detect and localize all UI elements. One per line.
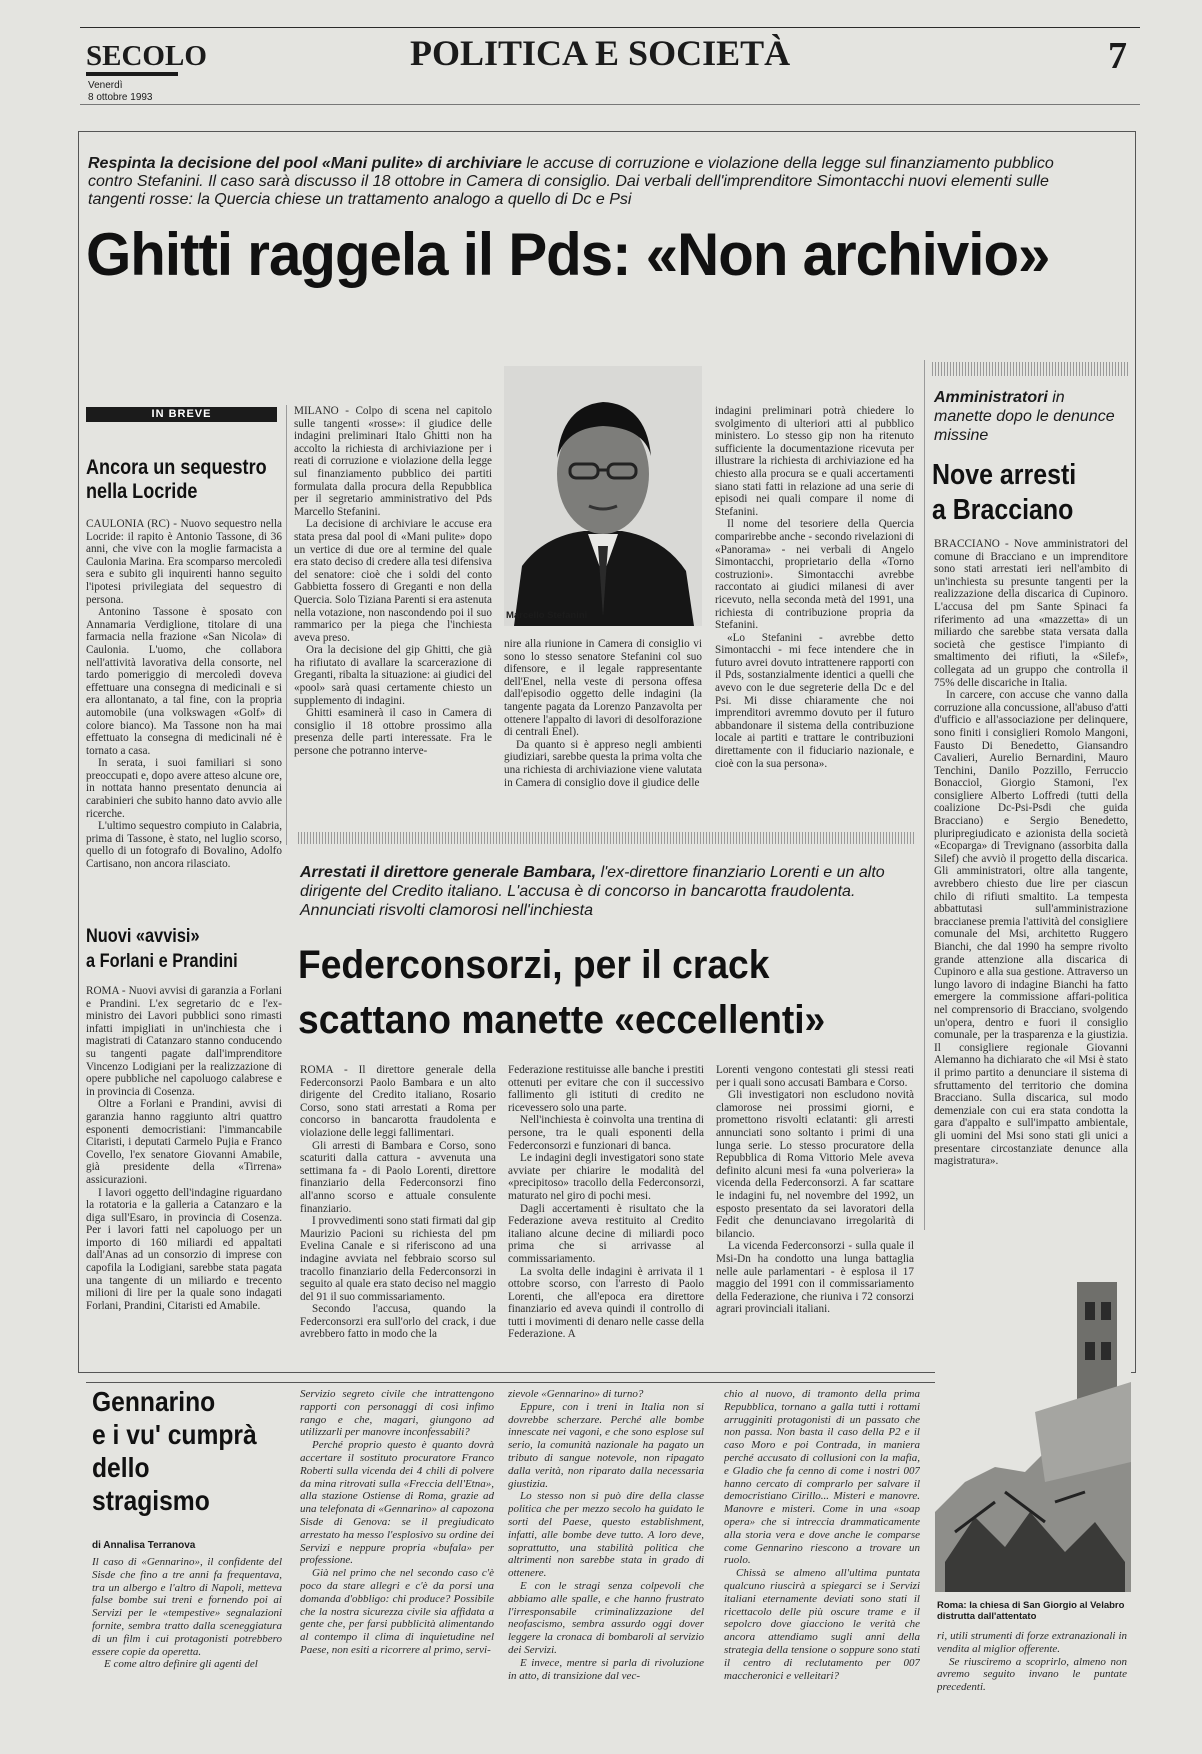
federconsorzi-headline-line2: scattano manette «eccellenti» [298, 998, 826, 1042]
gennarino-column-2 [300, 1388, 494, 1746]
church-photo-caption: Roma: la chiesa di San Giorgio al Velabro distrutta dall'attentato [937, 1600, 1125, 1622]
paragraph: Nell'inchiesta è coinvolta una trentina di persone, tra le quali esponenti della Federconsorzi e funzionari di banca. [508, 1114, 704, 1152]
in-breve-item1-title [86, 456, 267, 504]
federconsorzi-headline-line1: Federconsorzi, per il crack [298, 943, 770, 987]
in-breve-item2-text [86, 985, 282, 1361]
in-breve-item1-title-line2: nella Locride [86, 480, 198, 503]
gennarino-title-line4: stragismo [92, 1485, 210, 1516]
gennarino-column-4 [724, 1388, 920, 1746]
paragraph: Gli investigatori non escludono novità clamorose nei prossimi giorni, e promettono risvolti eclatanti: gli arresti annunciati sono soltanto i primi di una lunga serie. Lo stesso procuratore della Repubblica di Roma Vittorio Mele aveva definito alcuni mesi fa «una polveriera» la vicenda della Federconsorzi. A far scattare le indagini fu, nel novembre del 1992, un esposto presentato da sei lavoratori della Fedit che denunciavano irregolarità di bilancio. [716, 1089, 914, 1240]
masthead-logo: SECOLO [86, 40, 207, 72]
federconsorzi-headline [298, 938, 825, 1048]
lead-deck [88, 155, 1078, 209]
page-number: 7 [1108, 35, 1127, 77]
column-rule [924, 360, 925, 1230]
top-rule [80, 27, 1140, 28]
paragraph: Lorenti vengono contestati gli stessi reati per i quali sono accusati Bambara e Corso. [716, 1064, 914, 1089]
paragraph: E con le stragi senza colpevoli che abbiamo alle spalle, e che hanno frustrato l'irresponsabile criminalizzazione del neofascismo, sembra assurdo oggi dover leggere la cronaca di bombaroli al servizio dei Servizi. [508, 1579, 704, 1656]
paragraph: E invece, mentre si parla di rivoluzione in atto, di transizione dal vec- [508, 1656, 704, 1682]
federconsorzi-column-2 [508, 1064, 704, 1374]
paragraph: Oltre a Forlani e Prandini, avvisi di garanzia hanno raggiunto altri quattro esponenti democristiani: l'immancabile Citaristi, i deputati Carmelo Pujia e Franco Covello, l'ex senatore Giovanni Amabile, già presidente della «Tirrena» assicurazioni. [86, 1098, 282, 1186]
logo-underline [86, 72, 178, 76]
paragraph: Se riusciremo a scoprirlo, almeno non avremo seguito invano le puntate precedenti. [937, 1655, 1127, 1694]
paragraph: Chissà se almeno all'ultima puntata qualcuno riuscirà a spiegarci se i Servizi italiani eternamente deviati sono stati il ricettacolo delle più oscure trame e il sepolcro dove giacciono le verità che ancora attendiamo sugli anni della strategia della tensione o soppure sono stati il centro di reclutamento per 007 maccheronici e velleitari? [724, 1567, 920, 1682]
bracciano-text [934, 538, 1128, 1236]
section-title: POLITICA E SOCIETÀ [410, 33, 791, 73]
paragraph: Da quanto si è appreso negli ambienti giudiziari, sarebbe questa la prima volta che una richiesta di archiviazione viene valutata in Camera di consiglio dove il giudice delle [504, 738, 702, 789]
in-breve-item1-title-line1: Ancora un sequestro [86, 456, 267, 479]
federconsorzi-column-1 [300, 1064, 496, 1374]
in-breve-tag: IN BREVE [86, 407, 277, 422]
lead-column-3 [715, 405, 914, 845]
paragraph: Il nome del tesoriere della Quercia comparirebbe anche - secondo rivelazioni di «Panorama» - nei verbali di Angelo Simontacchi, proprietario della «Torno costruzioni». Simontacchi avrebbe raccontato ai giudici milanesi di aver ricevuto, nella seconda metà del 1991, una richiesta di contribuzione propria da Stefanini. [715, 518, 914, 632]
bracciano-hatch-bar [932, 362, 1128, 376]
paragraph: L'ultimo sequestro compiuto in Calabria, prima di Tassone, è stato, nel luglio scorso, quello di un fotografo di Bovalino, Adolfo Cartisano, non ancora rilasciato. [86, 820, 282, 871]
portrait-image [504, 366, 702, 626]
paragraph: Ghitti esaminerà il caso in Camera di consiglio il 18 ottobre prossimo alla presenza delle parti interessate. Fra le persone che potranno interve- [294, 707, 492, 758]
federconsorzi-deck-text: l'ex-direttore finanziario Lorenti e un alto dirigente del Credito italiano. L'accusa è di concorso in bancarotta fraudolenta. Annunciati risvolti clamorosi nell'inchiesta [300, 864, 885, 919]
bracciano-headline-line1: Nove arresti [932, 459, 1077, 491]
gennarino-title-line3: dello [92, 1452, 150, 1483]
gennarino-byline: di Annalisa Terranova [92, 1540, 196, 1551]
lead-deck-text: le accuse di corruzione e violazione della legge sul finanziamento pubblico contro Stefanini. Il caso sarà discusso il 18 ottobre in Camera di consiglio. Dai verbali dell'imprenditore Simontacchi nuovi elementi sulle tangenti rosse: la Quercia chiese un trattamento analogo a quello di Dc e Psi [88, 155, 1054, 208]
paragraph: La svolta delle indagini è arrivata il 1 ottobre scorso, con l'arresto di Paolo Lorenti, che all'epoca era direttore finanziario ed aveva quindi il controllo di tutti i movimenti di denaro nelle casse della Federazione. A [508, 1265, 704, 1341]
gennarino-column-5 [937, 1630, 1127, 1748]
paragraph: I provvedimenti sono stati firmati dal gip Maurizio Pacioni su richiesta del pm Evelina Canale e si riferiscono ad una indagine avviata nel febbraio scorso sul tracollo finanziario della Federconsorzi in seguito al quale era stato deciso nel maggio del 91 il suo commissariamento. [300, 1215, 496, 1303]
in-breve-item1-text [86, 518, 282, 942]
paragraph: MILANO - Colpo di scena nel capitolo sulle tangenti «rosse»: il giudice delle indagini preliminari Italo Ghitti non ha accolto la richiesta di archiviazione per i reati di corruzione e violazione della legge sul finanziamento pubblico dei partiti formulata dalla procura della Repubblica per il segretario amministrativo del Pds Marcello Stefanini. [294, 405, 492, 518]
gennarino-column-3 [508, 1388, 704, 1746]
paragraph: Lo stesso non si può dire della classe politica che per mezzo secolo ha guidato le sorti del Paese, questo establishment, infatti, alle bombe deve tutto. A loro deve, soprattutto, una stabilità politica che altrimenti non sarebbe stata in grado di ottenere. [508, 1490, 704, 1580]
in-breve-item2-title [86, 924, 238, 974]
paragraph: BRACCIANO - Nove amministratori del comune di Bracciano e un imprenditore sono stati arrestati ieri nell'ambito di un'inchiesta su presunte tangenti per la realizzazione della discarica di Cupinoro. L'accusa del pm Sante Spinaci fa riferimento ad una «mazzetta» di un miliardo che sarebbe stata versata dalla società che gestisce l'impianto di smaltimento dei rifiuti, la «Silef», collegata ad un gruppo che controlla il 75% delle discariche in Italia. [934, 538, 1128, 689]
paragraph: indagini preliminari potrà chiedere lo svolgimento di ulteriori atti al pubblico ministero. Lo stesso gip non ha ritenuto sufficiente la documentazione ricevuta per illustrare la richiesta di archiviazione ed ha chiesto alla procura se e quali accertamenti siano stati fatti in relazione ad una serie di episodi nei quali compare il nome di Stefanini. [715, 405, 914, 518]
paragraph: In carcere, con accuse che vanno dalla corruzione alla concussione, all'abuso d'atti d'ufficio e all'associazione per delinquere, sono finiti i consiglieri Romolo Mangoni, Fausto Di Benedetto, Giansandro Cavalieri, Aurelio Bernardini, Mauro Tenchini, Danilo Pozzillo, Ferruccio Bonacciol, Giorgio Stamoni, l'ex consigliere Alberto Loffredi (tutti della coalizione Dc-Psi-Psdi che guida Bracciano) e Sergio Benedetto, pluripregiudicato e azionista della società «Ecoparga» di Trevignano (assorbita dalla Silef) che avviò il progetto della discarica. Gli amministratori, oltre alla tangente, avrebbero chiesto due lire per ciascun chilo di rifiuti smaltito. La tempesta abbattutasi sull'amministrazione braccianese premia l'attività del consigliere comunale del Msi, architetto Ruggero Bianchi, che dal 1990 ha sempre rivolto grande attenzione alla discarica di Cupinoro e alla sua gestione. Attraverso un lungo lavoro di indagine Bianchi ha fatto emergere la commissione affari-politica nel comprensorio di Bracciano, svolgendo un'opera, dentro e fuori il consiglio comunale, per la trasparenza e la giustizia. Il consigliere regionale Giovanni Alemanno ha dichiarato che «il Msi è stato il primo partito a denunciare il sistema di sfruttamento del territorio che domina Bracciano. Sulla discarica, sul modo demenziale con cui era stata condotta la gara d'appalto e sull'impatto ambientale, gli uomini del Msi sono stati gli unici a presentare circostanziate denunce alla magistratura». [934, 689, 1128, 1168]
column-rule [286, 405, 287, 845]
church-photo [935, 1262, 1131, 1592]
masthead-date-text: 8 ottobre 1993 [88, 92, 153, 103]
bracciano-headline [932, 458, 1076, 528]
paragraph: ROMA - Il direttore generale della Federconsorzi Paolo Bambara e un alto dirigente del Credito italiano, Rosario Corso, sono stati arrestati a Roma per concorso in bancarotta fraudolenta e violazione delle leggi fallimentari. [300, 1064, 496, 1139]
paragraph: Servizio segreto civile che intrattengono rapporti con personaggi di così infimo rango e che, magari, giungono ad utilizzarli per manovre inconfessabili? [300, 1388, 494, 1439]
paragraph: La vicenda Federconsorzi - sulla quale il Msi-Dn ha condotto una lunga battaglia nelle aule parlamentari - è esplosa il 17 maggio del 1991 con il commissariamento della Federazione, che riuniva i 72 consorzi agrari provinciali italiani. [716, 1240, 914, 1316]
federconsorzi-column-3 [716, 1064, 914, 1374]
paragraph: chio al nuovo, di tramonto della prima Repubblica, tornano a galla tutti i rottami arrugginiti protagonisti di un passato che non passa. Non basta il caso della P2 e il caso Moro e poi Contrada, in maniera perché accusato di collusioni con la mafia, e Gladio che fa cenno di come i nostri 007 hanno cercato di comprarlo per salvare il democristiano Cirillo... Misteri e manovre. Manovre e misteri. Come in una «soap opera» che si intreccia drammaticamente alla storia vera e dove anche le comparse come Gennarino riescono a trovare un ruolo. [724, 1388, 920, 1567]
paragraph: In serata, i suoi familiari si sono preoccupati e, dopo avere atteso alcune ore, in nottata hanno presentato denuncia ai carabinieri che subito hanno dato avvio alle ricerche. [86, 757, 282, 820]
paragraph: «Lo Stefanini - avrebbe detto Simontacchi - mi fece intendere che in futuro avrei dovuto intrattenere rapporti con il Pds, sostanzialmente identici a quelli che avevo con le due segreterie della Dc e del Psi. Mi disse chiaramente che noi imprenditori avremmo dovuto per il futuro abbandonare il sistema della contribuzione locale ai partiti e trattare le contribuzioni direttamente con il fiduciario nazionale, e cioè con la sua persona». [715, 631, 914, 770]
paragraph: Il caso di «Gennarino», il confidente del Sisde che fino a tre anni fa frequentava, tra un albergo e l'altro di Napoli, metteva false bombe sui treni e fornendo poi ai Servizi per le «tempestive» segnalazioni fornite, sembra tratto dalla sceneggiatura di un film i cui protagonisti potrebbero essere copie da operetta. [92, 1556, 282, 1658]
paragraph: Federazione restituisse alle banche i prestiti ottenuti per evitare che con il successivo fallimento gli istituti di credito ne ricevessero solo una parte. [508, 1064, 704, 1114]
lead-deck-bold: Respinta la decisione del pool «Mani pulite» di archiviare [88, 155, 522, 172]
paragraph: zievole «Gennarino» di turno? [508, 1388, 644, 1400]
stefanini-photo-caption: Marcello Stefanini [506, 610, 588, 621]
paragraph: nire alla riunione in Camera di consiglio vi sono lo stesso senatore Stefanini col suo difensore, e il legale rappresentante dell'Enel, nella veste di persona offesa dall'episodio oggetto delle indagini (la tangente pagata da Lorenzo Panzavolta per ottenere l'appalto di lavori di desolforazione di centrali Enel). [504, 638, 702, 739]
stefanini-photo [504, 366, 702, 626]
federconsorzi-hatch-bar [298, 832, 916, 844]
paragraph: La decisione di archiviare le accuse era stata presa dal pool di «Mani pulite» dopo un vertice di due ore al termine del quale era stato deciso di credere alla tesi difensiva del senatore: cioè che i soldi del conto Gabbietta fossero di Greganti e non della Quercia. Solo Tiziana Parenti si era astenuta nella votazione, non nascondendo poi il suo rammarico per la piega che l'inchiesta aveva preso. [294, 518, 492, 644]
lead-headline: Ghitti raggela il Pds: «Non archivio» [86, 221, 1050, 288]
in-breve-item2-title-line2: a Forlani e Prandini [86, 951, 238, 972]
in-breve-item2-title-line1: Nuovi «avvisi» [86, 926, 200, 947]
gennarino-title-line2: e i vu' cumprà [92, 1419, 257, 1450]
lead-column-1 [294, 405, 492, 845]
paragraph: Ora la decisione del gip Ghitti, che già ha rifiutato di avallare la scarcerazione di Greganti, ribalta la situazione: ai giudici del «pool» sarà quasi certamente chiesto un supplemento di indagini. [294, 644, 492, 707]
gennarino-headline [92, 1385, 257, 1517]
paragraph: Perché proprio questo è quanto dovrà accertare il sostituto procuratore Franco Roberti sulla vicenda dei 4 chili di polvere da mina ritrovati sulla «Freccia dell'Etna», alla stazione Ostiense di Roma, grazie ad una telefonata di «Gennarino» al capozona Sisde di Genova: se il pregiudicato arrestato ha messo l'esplosivo su ordine dei Servizi e neppure propria «bufala» per professione. [300, 1439, 494, 1567]
paragraph: I lavori oggetto dell'indagine riguardano la rotatoria e la galleria a Catanzaro e la diga sull'Esaro, in provincia di Cosenza. Per i lavori fatti nel capoluogo per un importo di 160 miliardi ed appaltati dall'Anas ad un consorzio di imprese con capofila la Lodigiani, sarebbe stata pagata una tangente di un miliardo e trecento milioni di lire per la quale sono indagati Forlani, Prandini, Citaristi ed Amabile. [86, 1186, 282, 1312]
federconsorzi-deck-bold: Arrestati il direttore generale Bambara, [300, 864, 597, 881]
paragraph: ROMA - Nuovi avvisi di garanzia a Forlani e Prandini. L'ex segretario dc e l'ex-ministro dei Lavori pubblici sono rimasti infatti impigliati in un'inchiesta che i magistrati di Catanzaro stanno conducendo su tangenti pagate dall'imprenditore Vincenzo Lodigiani per la realizzazione di opere pubbliche nel capoluogo calabrese e in provincia di Cosenza. [86, 985, 282, 1098]
federconsorzi-deck [300, 863, 900, 920]
paragraph: CAULONIA (RC) - Nuovo sequestro nella Locride: il rapito è Antonio Tassone, di 36 anni, che vive con la moglie farmacista a Caulonia Marina. Era scomparso mercoledì sera e subito gli inquirenti hanno seguito l'ipotesi privilegiata del sequestro di persona. [86, 518, 282, 606]
paragraph: Dagli accertamenti è risultato che la Federazione aveva restituito al Credito italiano alcune decine di miliardi poco prima che si arrivasse al commissariamento. [508, 1202, 704, 1265]
gennarino-title-line1: Gennarino [92, 1386, 216, 1417]
paragraph: Antonino Tassone è sposato con Annamaria Verdiglione, titolare di una farmacia nella frazione «San Nicola» di Caulonia. L'uomo, che collabora nell'attività lavorativa della consorte, nel tardo pomeriggio di mercoledì doveva effettuare una consegna di medicinali e si era allontanato, a tal fine, con la propria automobile (una volkswagen «Golf» di colore bianco). Ma Tassone non ha mai effettuato la consegna di medicinali né è tornato a casa. [86, 606, 282, 757]
masthead-date [88, 80, 153, 104]
paragraph: Già nel primo che nel secondo caso c'è poco da stare allegri e c'è da porsi una domanda d'obbligo: chi produce? Possibile che la nostra sicurezza civile sia affidata a gente che, per farsi pubblicità alimentando al contempo il clima di inquietudine nel Paese, non esiti a ricorrere al primo, servi- [300, 1567, 494, 1656]
gennarino-column-1 [92, 1556, 282, 1748]
paragraph: E come altro definire gli agenti del [104, 1658, 258, 1671]
church-ruins-image [935, 1262, 1131, 1592]
paragraph: Secondo l'accusa, quando la Federconsorzi era sull'orlo del crack, i due avrebbero fatto in modo che la [300, 1303, 496, 1341]
masthead-weekday: Venerdì [88, 80, 123, 91]
lead-column-2 [504, 638, 702, 845]
paragraph: ri, utili strumenti di forze extranazionali in vendita al miglior offerente. [937, 1630, 1127, 1655]
bracciano-deck-text: in manette dopo le denunce missine [934, 389, 1115, 444]
paragraph: Gli arresti di Bambara e Corso, sono scaturiti dalla cattura - avvenuta una settimana fa - di Paolo Lorenti, direttore finanziario della Federconsorzi fino all'anno scorso e attuale consulente finanziario. [300, 1139, 496, 1215]
paragraph: Eppure, con i treni in Italia non si dovrebbe scherzare. Perché alle bombe innescate nei vagoni, e che sono esplose sul serio, la comunità nazionale ha pagato un tributo di sangue notevole, non ripagato dalla verità, non riparato dalla necessaria giustizia. [508, 1400, 704, 1490]
paragraph: Le indagini degli investigatori sono state avviate per chiarire le modalità del «precipitoso» tracollo della Federconsorzi, maturato nel giro di pochi mesi. [508, 1152, 704, 1202]
bracciano-deck-bold: Amministratori [934, 389, 1048, 406]
masthead-rule [80, 104, 1140, 105]
bracciano-deck [934, 388, 1124, 445]
bracciano-headline-line2: a Bracciano [932, 494, 1074, 526]
